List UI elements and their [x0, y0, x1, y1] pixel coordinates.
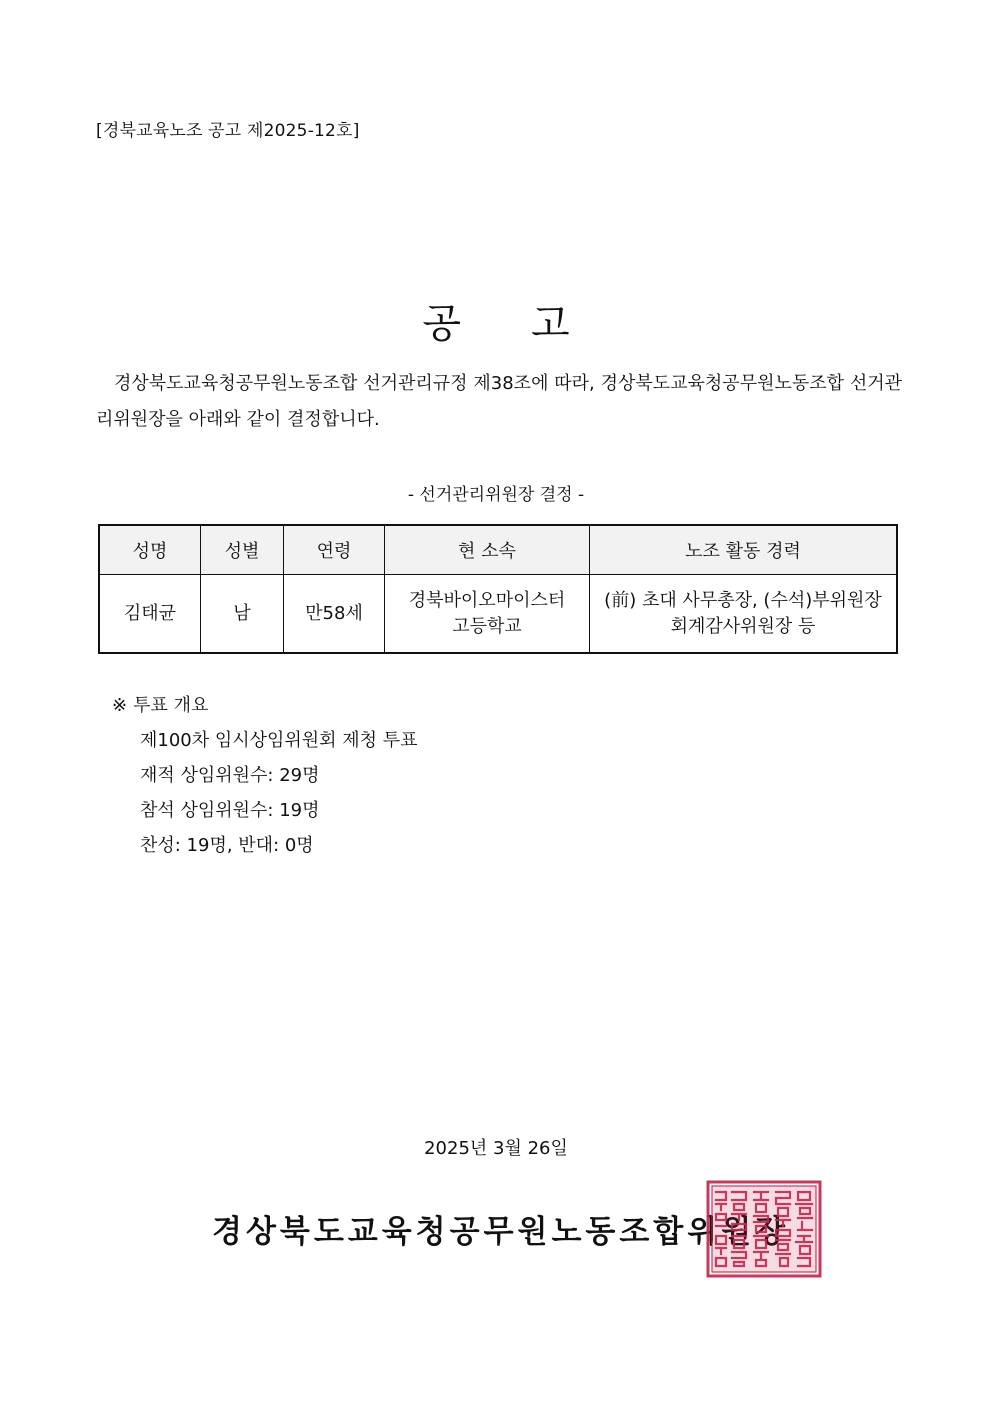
vote-heading-text: 투표 개요: [133, 695, 209, 716]
decision-table: [98, 524, 898, 654]
title-char-2: 고: [531, 301, 570, 347]
header-career: 노조 활동 경력: [590, 525, 898, 575]
cell-gender: 남: [201, 575, 284, 654]
header-gender: 성별: [201, 525, 284, 575]
table-row: [99, 575, 897, 654]
header-name: 성명: [99, 525, 201, 575]
cell-affiliation: [385, 575, 590, 654]
vote-heading: [112, 688, 418, 723]
announcement-paragraph: 경상북도교육청공무원노동조합 선거관리규정 제38조에 따라, 경상북도교육청공무원노동조합 선거관리위원장을 아래와 같이 결정합니다.: [96, 373, 902, 430]
announcement-date: 2025년 3월 26일: [424, 1138, 568, 1159]
vote-line-session: 제100차 임시상임위원회 제청 투표: [140, 730, 418, 751]
page-title: [0, 292, 992, 349]
cell-career: [590, 575, 898, 654]
career-line-1: (前) 초대 사무총장, (수석)부위원장: [604, 589, 882, 611]
header-affiliation: 현 소속: [385, 525, 590, 575]
cell-name: 김태균: [99, 575, 201, 654]
affiliation-line-1: 경북바이오마이스터: [408, 589, 566, 611]
title-char-1: 공: [422, 301, 461, 347]
cell-age: 만58세: [284, 575, 385, 654]
vote-summary: [112, 688, 418, 863]
career-line-2: 회계감사위원장 등: [670, 615, 816, 637]
table-caption: - 선거관리위원장 결정 -: [407, 485, 585, 505]
reference-mark: ※: [112, 695, 128, 716]
official-seal-stamp: [706, 1180, 822, 1278]
vote-line-enrolled: 재적 상임위원수: 29명: [140, 765, 320, 786]
affiliation-line-2: 고등학교: [452, 615, 522, 637]
table-header-row: [99, 525, 897, 575]
header-age: 연령: [284, 525, 385, 575]
document-number: [경북교육노조 공고 제2025-12호]: [96, 121, 360, 141]
signer-title: 경상북도교육청공무원노동조합위원장: [212, 1214, 790, 1250]
vote-line-result: 찬성: 19명, 반대: 0명: [140, 835, 314, 856]
vote-line-attending: 참석 상임위원수: 19명: [140, 800, 320, 821]
